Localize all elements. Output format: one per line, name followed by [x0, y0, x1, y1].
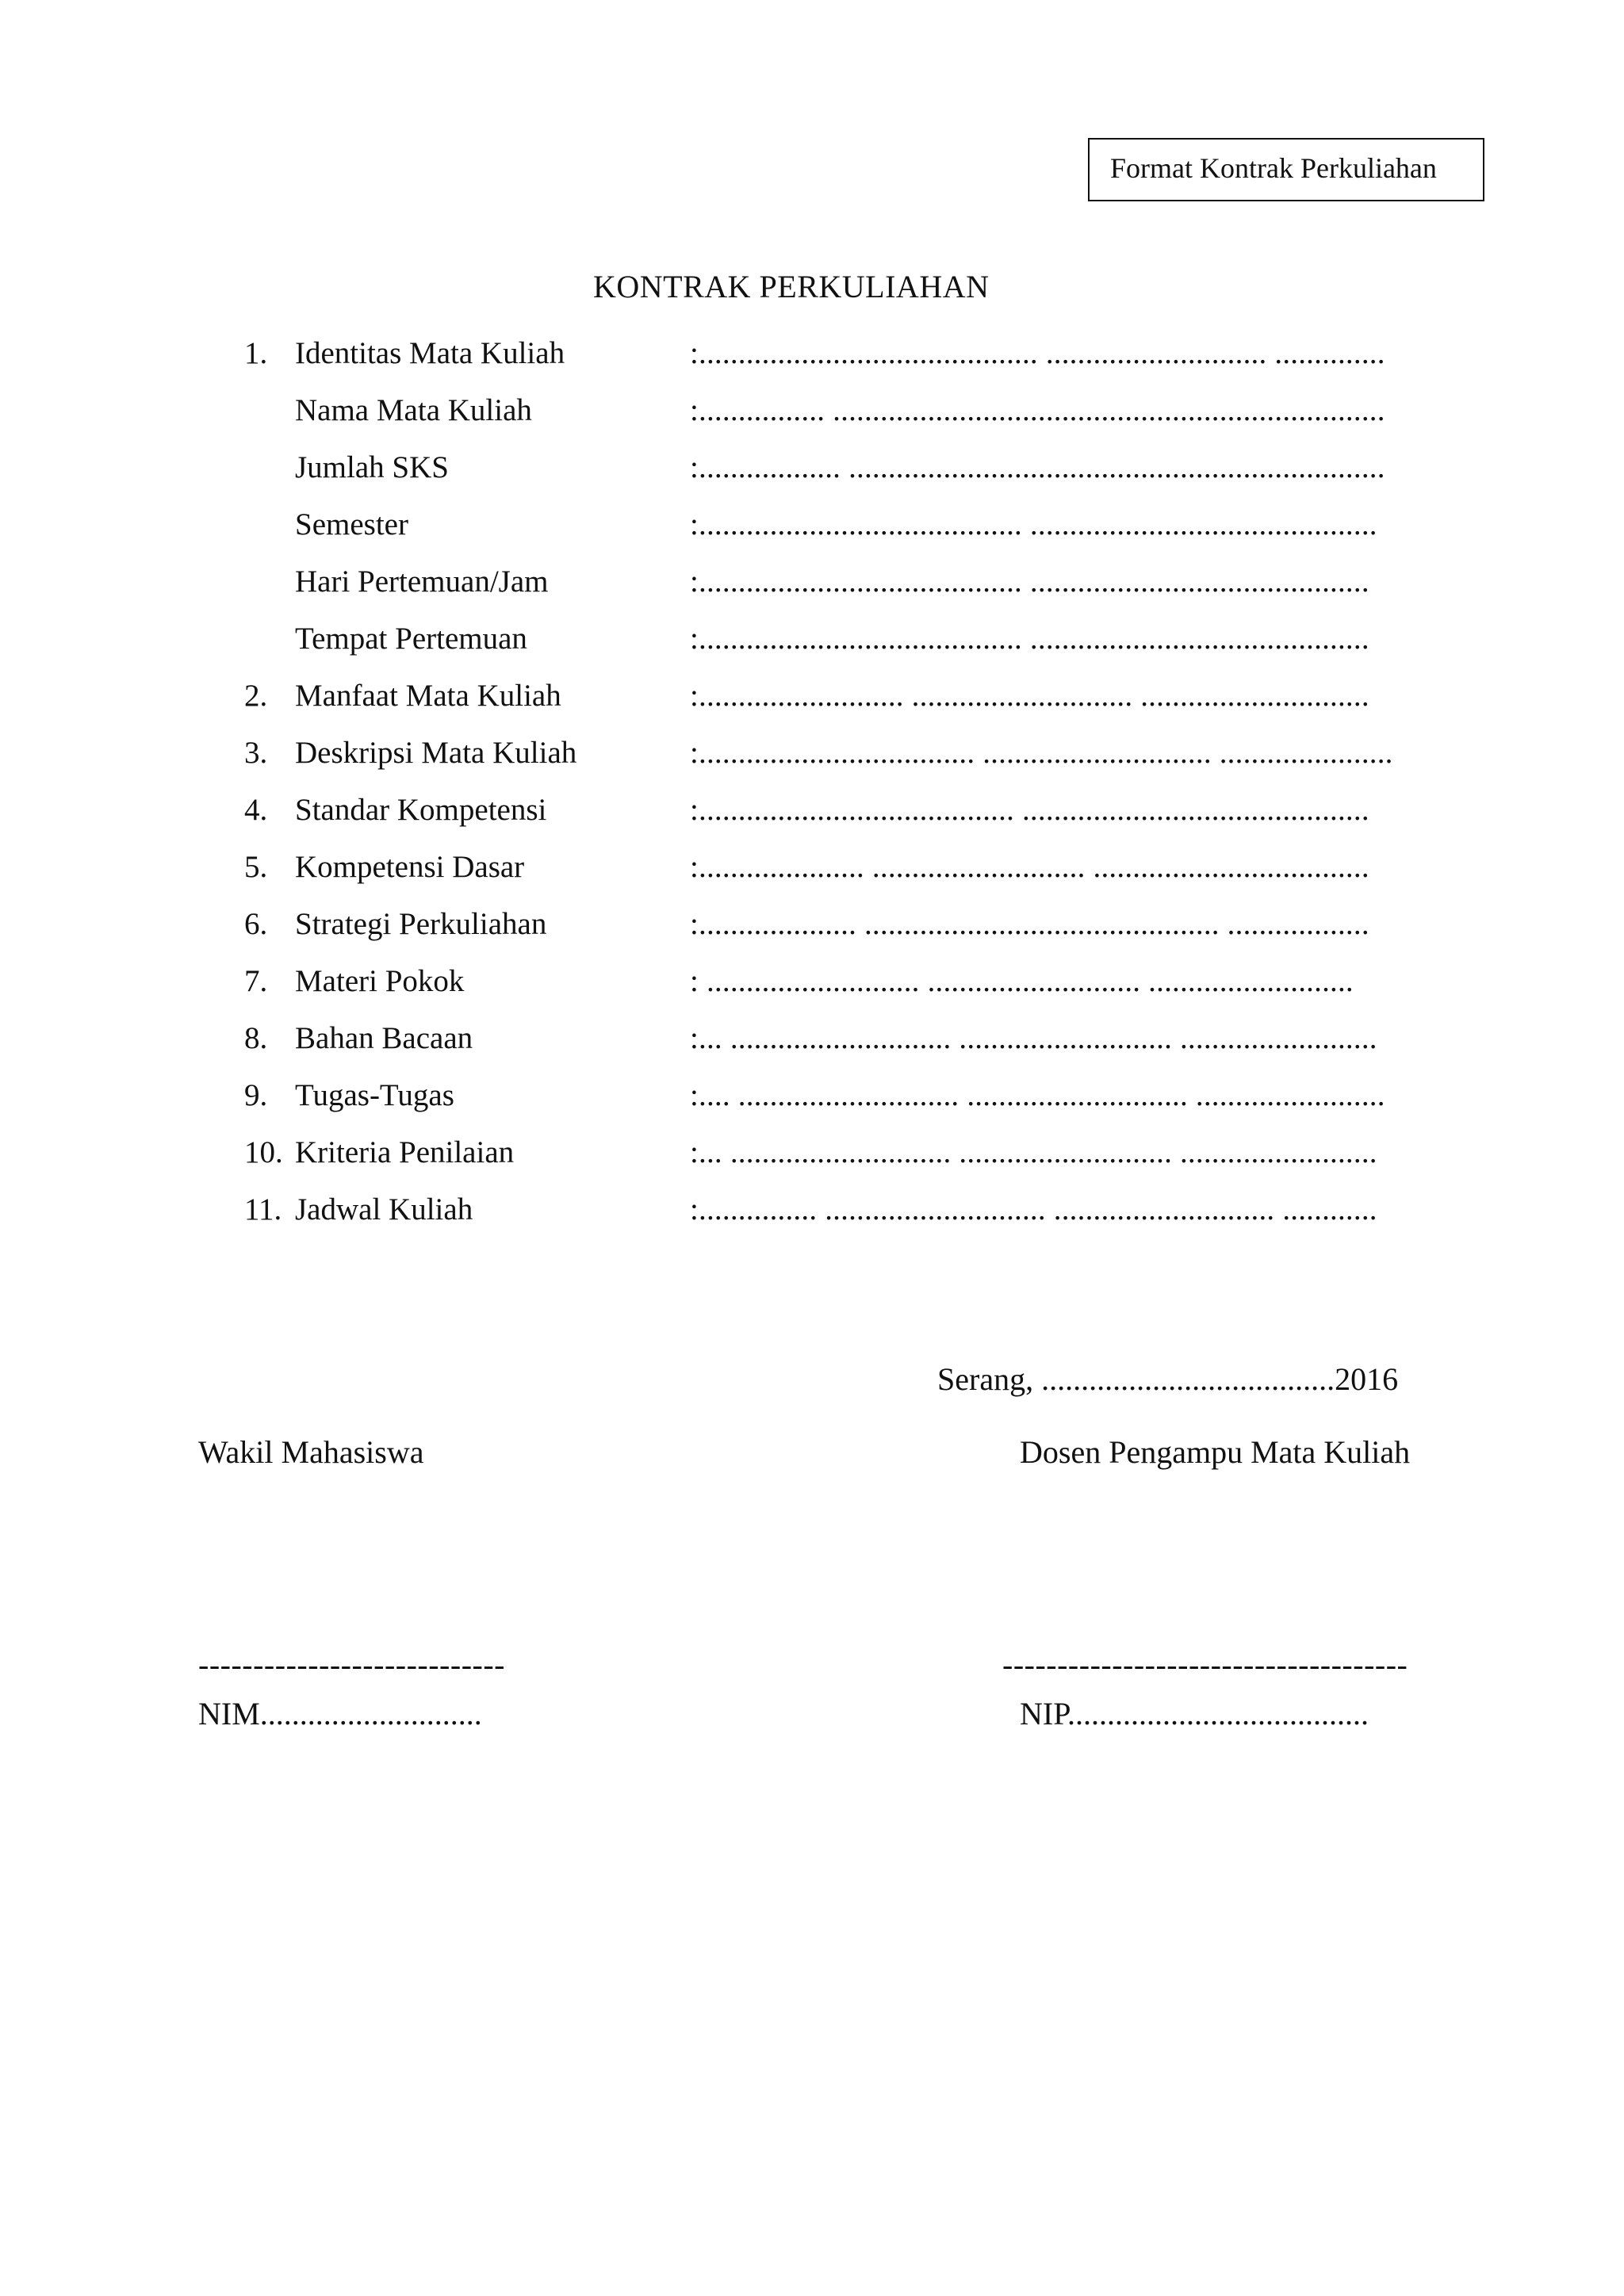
document-title: KONTRAK PERKULIAHAN — [593, 269, 990, 304]
item-number: 3. — [244, 736, 268, 770]
item-row — [0, 851, 1624, 899]
lecturer-signature-line: ------------------------------------- — [1002, 1647, 1408, 1682]
item-label: Kompetensi Dasar — [295, 850, 525, 884]
item-row — [0, 566, 1624, 614]
item-row — [0, 794, 1624, 842]
lecturer-label: Dosen Pengampu Mata Kuliah — [1020, 1434, 1411, 1470]
item-label: Nama Mata Kuliah — [295, 393, 532, 427]
item-label: Jumlah SKS — [295, 450, 449, 484]
item-label: Tempat Pertemuan — [295, 622, 527, 656]
student-nim-field: NIM............................ — [198, 1696, 482, 1732]
item-fill-line: :........................................... ............................ .............. — [690, 336, 1385, 370]
item-row — [0, 452, 1624, 499]
item-number: 8. — [244, 1021, 268, 1055]
format-label-box — [1088, 138, 1484, 201]
item-row — [0, 680, 1624, 728]
item-fill-line: :.......................... ............................ ............................. — [690, 679, 1369, 713]
item-fill-line: :............... ............................ ............................ ............ — [690, 1192, 1377, 1226]
item-row — [0, 623, 1624, 671]
item-number: 7. — [244, 964, 268, 998]
item-number: 2. — [244, 679, 268, 713]
item-number: 4. — [244, 793, 268, 827]
item-label: Identitas Mata Kuliah — [295, 336, 565, 370]
item-label: Standar Kompetensi — [295, 793, 547, 827]
item-fill-line: :................ ...................................................................... — [690, 393, 1385, 427]
item-row — [0, 737, 1624, 785]
item-number: 6. — [244, 907, 268, 941]
item-label: Manfaat Mata Kuliah — [295, 679, 561, 713]
item-number: 1. — [244, 336, 268, 370]
item-label: Hari Pertemuan/Jam — [295, 564, 549, 599]
item-fill-line: :... ............................ ........................... ......................... — [690, 1021, 1377, 1055]
item-label: Bahan Bacaan — [295, 1021, 473, 1055]
item-row — [0, 909, 1624, 956]
item-row — [0, 1080, 1624, 1127]
item-row — [0, 338, 1624, 385]
item-number: 11. — [244, 1192, 282, 1226]
place-date-line: Serang, .....................................2016 — [937, 1361, 1399, 1397]
item-row — [0, 966, 1624, 1013]
item-fill-line: :.................... ............................................. .................. — [690, 907, 1369, 941]
item-fill-line: :..................... ........................... ................................... — [690, 850, 1369, 884]
item-label: Jadwal Kuliah — [295, 1192, 473, 1226]
item-row — [0, 395, 1624, 442]
item-fill-line: : ........................... ........................... .......................... — [690, 964, 1354, 998]
item-label: Deskripsi Mata Kuliah — [295, 736, 577, 770]
item-row — [0, 1023, 1624, 1070]
item-label: Strategi Perkuliahan — [295, 907, 547, 941]
item-fill-line: :........................................ ............................................ — [690, 793, 1369, 827]
item-fill-line: :......................................... ........................................... — [690, 622, 1369, 656]
item-fill-line: :... ............................ ........................... ......................... — [690, 1135, 1377, 1169]
item-label: Materi Pokok — [295, 964, 465, 998]
lecturer-nip-field: NIP...................................... — [1020, 1696, 1369, 1732]
student-representative-label: Wakil Mahasiswa — [198, 1434, 424, 1470]
item-label: Semester — [295, 507, 408, 541]
item-fill-line: :................................... ............................. ...................... — [690, 736, 1393, 770]
item-number: 10. — [244, 1135, 283, 1169]
format-label: Format Kontrak Perkuliahan — [1110, 152, 1437, 184]
item-number: 5. — [244, 850, 268, 884]
item-fill-line: :.................. .................................................................... — [690, 450, 1385, 484]
item-number: 9. — [244, 1078, 268, 1112]
student-signature-line: ---------------------------- — [198, 1647, 505, 1682]
item-row — [0, 1137, 1624, 1184]
item-row — [0, 509, 1624, 557]
item-label: Kriteria Penilaian — [295, 1135, 515, 1169]
item-fill-line: :.... ............................ ............................ ........................ — [690, 1078, 1385, 1112]
item-fill-line: :......................................... ............................................ — [690, 507, 1377, 541]
item-row — [0, 1194, 1624, 1242]
item-fill-line: :......................................... ........................................... — [690, 564, 1369, 599]
item-label: Tugas-Tugas — [295, 1078, 454, 1112]
